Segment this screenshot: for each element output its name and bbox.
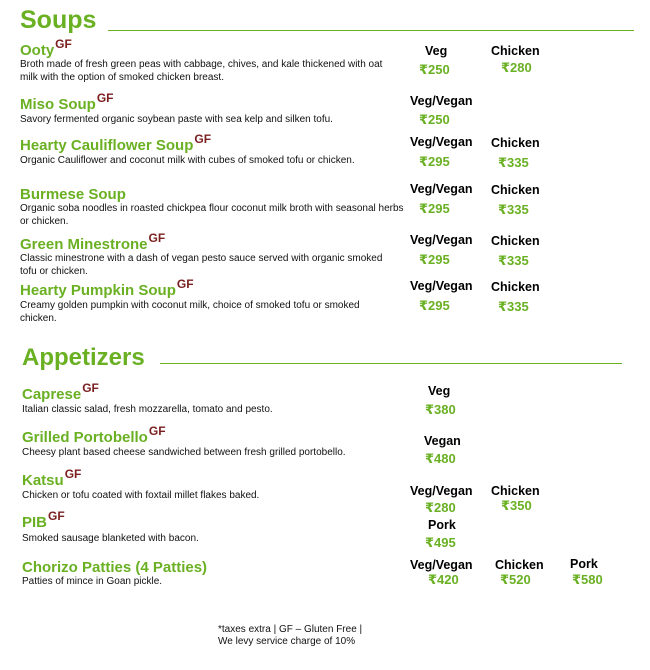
price-veg-vegan: ₹295 xyxy=(419,154,450,169)
gf-badge: GF xyxy=(64,467,82,481)
footer-taxes-note: *taxes extra | GF – Gluten Free | xyxy=(218,624,363,635)
price-label-veg-vegan: Veg/Vegan xyxy=(410,279,473,293)
price-veg-vegan: ₹280 xyxy=(425,500,456,515)
price-chicken: ₹335 xyxy=(498,155,529,170)
price-label-pork: Pork xyxy=(570,557,598,571)
item-desc-ooty: Broth made of fresh green peas with cabbage, chives, and kale thickened with oat milk with the option of smoked chicken breast. xyxy=(20,59,383,83)
item-desc-katsu: Chicken or tofu coated with foxtail millet flakes baked. xyxy=(22,490,260,501)
gf-badge: GF xyxy=(148,424,166,438)
price-veg-vegan: ₹295 xyxy=(419,201,450,216)
item-desc-hearty-cauliflower-soup: Organic Cauliflower and coconut milk with cubes of smoked tofu or chicken. xyxy=(20,155,355,166)
footer-service-charge-note: We levy service charge of 10% xyxy=(218,636,356,647)
appetizers-divider xyxy=(160,363,622,364)
item-desc-chorizo-patties: Patties of mince in Goan pickle. xyxy=(22,576,163,587)
soups-divider xyxy=(108,30,634,31)
price-veg-vegan: ₹295 xyxy=(419,252,450,267)
price-veg: ₹380 xyxy=(425,402,456,417)
gf-badge: GF xyxy=(96,91,114,105)
item-name-pib: $PIB^{GF}$ xyxy=(22,509,65,531)
price-label-veg-vegan: Veg/Vegan xyxy=(410,182,473,196)
price-label-veg-vegan: Veg/Vegan xyxy=(410,135,473,149)
price-chicken: ₹520 xyxy=(500,572,531,587)
item-name-green-minestrone: Green Minestrone$^{GF}$ xyxy=(20,231,166,253)
item-name-hearty-cauliflower-soup: Hearty Cauliflower Soup$^{GF}$ xyxy=(20,132,212,154)
price-label-veg-vegan: Veg/Vegan xyxy=(410,94,473,108)
price-veg-vegan: ₹250 xyxy=(419,112,450,127)
price-label-veg-vegan: Veg/Vegan xyxy=(410,484,473,498)
price-label-veg-vegan: Veg/Vegan xyxy=(410,233,473,247)
item-name-chorizo-patties: Chorizo Patties (4 Patties) xyxy=(22,559,208,576)
price-label-chicken: Chicken xyxy=(491,136,540,150)
price-label-veg-vegan: Veg/Vegan xyxy=(410,558,473,572)
price-label-chicken: Chicken xyxy=(491,484,540,498)
gf-badge: GF xyxy=(176,277,194,291)
gf-badge: GF xyxy=(194,132,212,146)
price-chicken: ₹335 xyxy=(498,253,529,268)
price-chicken: ₹280 xyxy=(501,60,532,75)
price-label-chicken: Chicken xyxy=(491,44,540,58)
item-name-burmese-soup: Burmese Soup xyxy=(20,186,126,203)
item-name-caprese: Caprese$^{GF}$ xyxy=(22,381,99,403)
item-desc-hearty-pumpkin-soup: Creamy golden pumpkin with coconut milk, choice of smoked tofu or smoked chicken. xyxy=(20,300,360,324)
price-label-veg: Veg xyxy=(425,44,448,58)
soups-heading: Soups xyxy=(20,6,97,34)
price-label-chicken: Chicken xyxy=(491,183,540,197)
price-veg: ₹250 xyxy=(419,62,450,77)
gf-badge: GF xyxy=(55,37,72,51)
item-desc-caprese: Italian classic salad, fresh mozzarella, tomato and pesto. xyxy=(22,404,273,415)
item-desc-grilled-portobello: Cheesy plant based cheese sandwiched between fresh grilled portobello. xyxy=(22,447,346,458)
item-desc-miso-soup: Savory fermented organic soybean paste with sea kelp and silken tofu. xyxy=(20,114,333,125)
price-label-chicken: Chicken xyxy=(491,280,540,294)
price-label-vegan: Vegan xyxy=(424,434,461,448)
item-name-katsu: Katsu$^{GF}$ xyxy=(22,467,82,489)
item-name-grilled-portobello: Grilled Portobello$^{GF}$ xyxy=(22,424,166,446)
item-desc-pib: Smoked sausage blanketed with bacon. xyxy=(22,533,199,544)
price-veg-vegan: ₹420 xyxy=(428,572,459,587)
price-label-chicken: Chicken xyxy=(491,234,540,248)
gf-badge: GF xyxy=(148,231,166,245)
price-veg-vegan: ₹295 xyxy=(419,298,450,313)
appetizers-heading: Appetizers xyxy=(22,344,145,371)
price-chicken: ₹335 xyxy=(498,299,529,314)
price-pork: ₹495 xyxy=(425,535,456,550)
price-label-pork: Pork xyxy=(428,518,456,532)
gf-badge: GF xyxy=(82,381,99,395)
item-name-hearty-pumpkin-soup: Hearty Pumpkin Soup$^{GF}$ xyxy=(20,277,194,299)
price-vegan: ₹480 xyxy=(425,451,456,466)
item-desc-burmese-soup: Organic soba noodles in roasted chickpea flour coconut milk broth with seasonal herbs or chicken. xyxy=(20,203,404,227)
item-name-ooty: Ooty$^{GF}$ xyxy=(20,37,72,59)
gf-badge: GF xyxy=(48,509,65,523)
price-label-chicken: Chicken xyxy=(495,558,544,572)
price-chicken: ₹350 xyxy=(501,498,532,513)
price-chicken: ₹335 xyxy=(498,202,529,217)
item-desc-green-minestrone: Classic minestrone with a dash of vegan pesto sauce served with organic smoked tofu or chicken. xyxy=(20,253,383,277)
footer-note xyxy=(218,624,362,648)
price-pork: ₹580 xyxy=(572,572,603,587)
price-label-veg: Veg xyxy=(428,384,451,398)
item-name-miso-soup: Miso Soup$^{GF}$ xyxy=(20,91,114,113)
